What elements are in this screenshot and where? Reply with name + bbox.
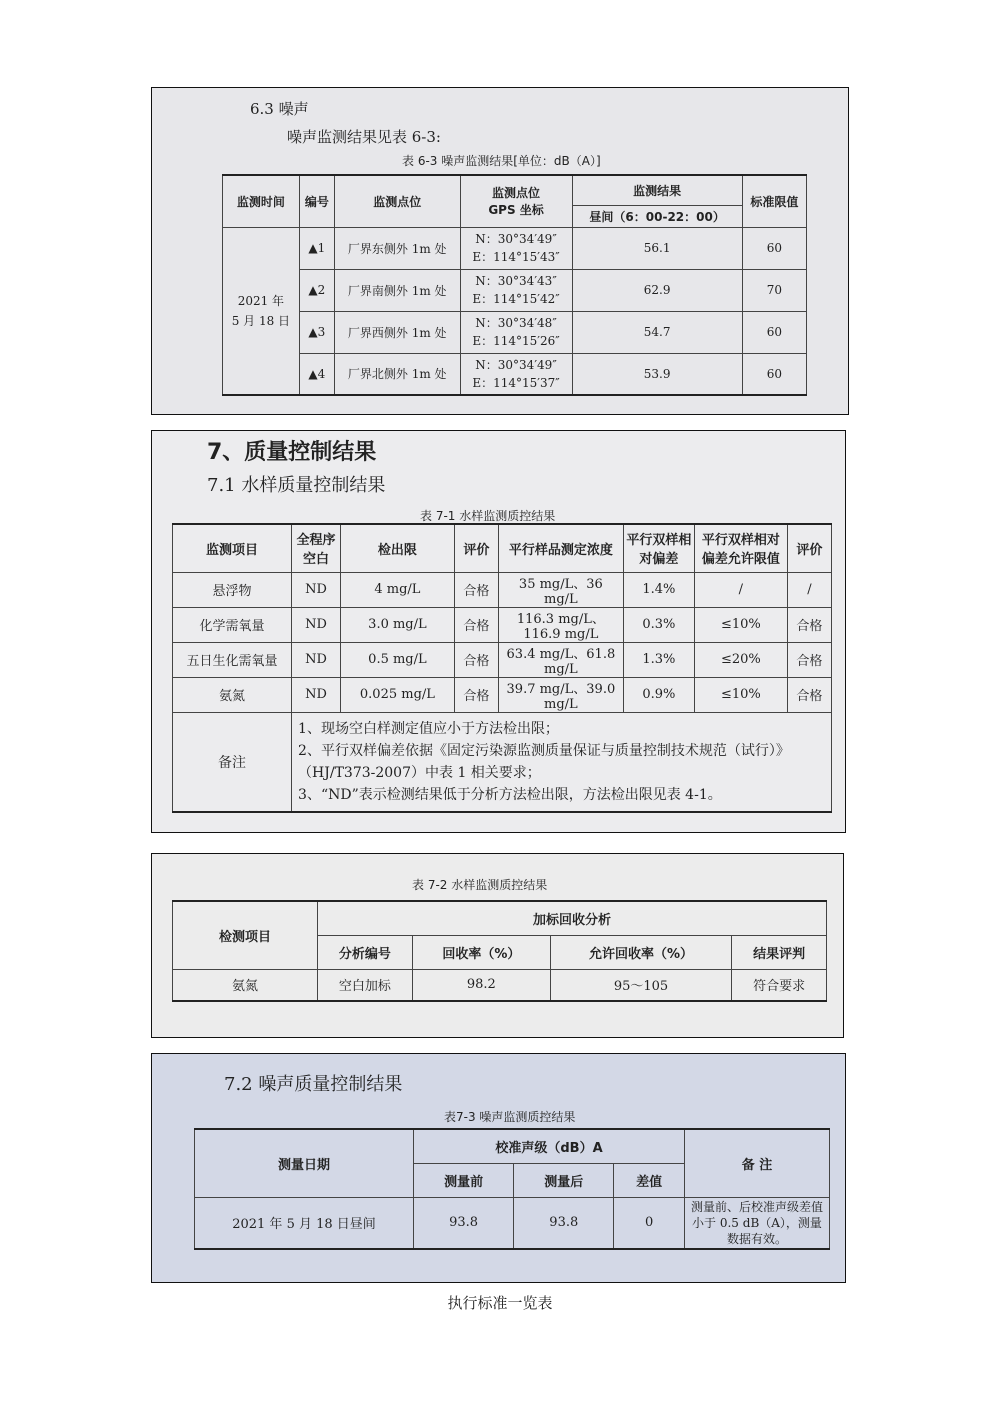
row-eval: 合格 [454, 607, 498, 642]
row-item: 化学需氧量 [173, 607, 292, 642]
col-rate: 回收率（%） [412, 935, 550, 969]
gps-line2: GPS 坐标 [488, 203, 544, 218]
row-limit: 70 [742, 269, 806, 311]
row-blank: ND [292, 677, 341, 712]
row-allow: 95～105 [550, 969, 731, 1001]
row-dev: 1.4% [623, 572, 694, 607]
col-group: 加标回收分析 [318, 901, 827, 935]
row-eval: 合格 [454, 642, 498, 677]
row-value: 62.9 [572, 269, 742, 311]
col-diff: 差值 [614, 1163, 685, 1197]
row-parallel: 63.4 mg/L、61.8 mg/L [498, 642, 623, 677]
row-result: 符合要求 [732, 969, 827, 1001]
row-eval: 合格 [454, 572, 498, 607]
row-blank: ND [292, 607, 341, 642]
section-title: 7、质量控制结果 [207, 440, 377, 465]
row-limit: 60 [742, 353, 806, 395]
col-allow: 平行双样相对偏差允许限值 [694, 524, 787, 572]
col-limit: 标准限值 [742, 175, 806, 227]
row-limit: 3.0 mg/L [341, 607, 455, 642]
noise-table [222, 174, 807, 396]
row-note: 测量前、后校准声级差值小于 0.5 dB（A），测量数据有效。 [685, 1197, 830, 1249]
row-dev: 0.9% [623, 677, 694, 712]
row-rate: 98.2 [412, 969, 550, 1001]
row-item: 氨氮 [173, 677, 292, 712]
col-time: 监测时间 [223, 175, 300, 227]
row-point: 厂界东侧外 1m 处 [334, 227, 460, 269]
note-line: （HJ/T373-2007）中表 1 相关要求； [298, 764, 541, 781]
row-eval2: / [787, 572, 831, 607]
note-line: 2、平行双样偏差依据《固定污染源监测质量保证与质量控制技术规范（试行）》 [298, 742, 790, 759]
row-gps [460, 353, 572, 395]
row-gps [460, 269, 572, 311]
spike-table [172, 900, 827, 1002]
noise-qc-table [194, 1128, 830, 1250]
col-point: 监测点位 [334, 175, 460, 227]
col-parallel: 平行样品测定浓度 [498, 524, 623, 572]
note-cell [292, 712, 832, 812]
row-blank: ND [292, 572, 341, 607]
row-limit: 0.025 mg/L [341, 677, 455, 712]
row-blank: ND [292, 642, 341, 677]
row-before: 93.8 [414, 1197, 514, 1249]
col-result: 监测结果 [572, 175, 742, 205]
row-limit: 60 [742, 311, 806, 353]
row-dev: 1.3% [623, 642, 694, 677]
row-after: 93.8 [514, 1197, 614, 1249]
gps-e: E：114°15′37″ [472, 375, 560, 390]
gps-n: N：30°34′48″ [475, 316, 557, 330]
gps-e: E：114°15′26″ [472, 334, 560, 348]
intro-text: 噪声监测结果见表 6-3: [287, 128, 441, 146]
row-point: 厂界北侧外 1m 处 [334, 353, 460, 395]
row-eval2: 合格 [787, 677, 831, 712]
row-diff: 0 [614, 1197, 685, 1249]
row-allow: / [694, 572, 787, 607]
table-caption: 表7-3 噪声监测质控结果 [444, 1110, 576, 1124]
row-point: 厂界南侧外 1m 处 [334, 269, 460, 311]
row-gps [460, 227, 572, 269]
row-no: ▲2 [299, 269, 334, 311]
col-before: 测量前 [414, 1163, 514, 1197]
col-item: 检测项目 [173, 901, 318, 969]
row-parallel: 116.3 mg/L、116.9 mg/L [498, 607, 623, 642]
gps-n: N：30°34′49″ [475, 232, 557, 246]
row-limit: 0.5 mg/L [341, 642, 455, 677]
spike-recovery-photo [151, 853, 844, 1038]
row-eval: 合格 [454, 677, 498, 712]
row-dev: 0.3% [623, 607, 694, 642]
col-note: 备 注 [685, 1129, 830, 1197]
col-item: 监测项目 [173, 524, 292, 572]
row-eval2: 合格 [787, 607, 831, 642]
col-limit: 检出限 [341, 524, 455, 572]
row-allow: ≤10% [694, 677, 787, 712]
row-no: ▲4 [299, 353, 334, 395]
water-qc-table [172, 523, 832, 813]
row-limit: 60 [742, 227, 806, 269]
gps-n: N：30°34′49″ [475, 357, 557, 372]
row-allow: ≤20% [694, 642, 787, 677]
col-code: 分析编号 [318, 935, 413, 969]
note-label: 备注 [173, 712, 292, 812]
row-value: 53.9 [572, 353, 742, 395]
row-point: 厂界西侧外 1m 处 [334, 311, 460, 353]
note-line: 3、“ND”表示检测结果低于分析方法检出限，方法检出限见表 4-1。 [298, 786, 722, 803]
col-gps [460, 175, 572, 227]
row-code: 空白加标 [318, 969, 413, 1001]
subsection-heading: 7.1 水样质量控制结果 [207, 475, 386, 496]
col-dev: 平行双样相对偏差 [623, 524, 694, 572]
footer-caption: 执行标准一览表 [447, 1294, 553, 1312]
col-after: 测量后 [514, 1163, 614, 1197]
row-item: 五日生化需氧量 [173, 642, 292, 677]
row-value: 56.1 [572, 227, 742, 269]
section-heading: 6.3 噪声 [250, 100, 309, 118]
row-item: 悬浮物 [173, 572, 292, 607]
noise-results-photo [151, 87, 849, 415]
row-value: 54.7 [572, 311, 742, 353]
col-result: 结果评判 [732, 935, 827, 969]
gps-line1: 监测点位 [492, 186, 541, 201]
col-blank: 全程序空白 [292, 524, 341, 572]
row-date: 2021 年 5 月 18 日昼间 [195, 1197, 414, 1249]
col-eval: 评价 [454, 524, 498, 572]
row-item: 氨氮 [173, 969, 318, 1001]
table-caption: 表 7-2 水样监测质控结果 [412, 878, 548, 892]
row-allow: ≤10% [694, 607, 787, 642]
gps-n: N：30°34′43″ [475, 274, 557, 288]
col-no: 编号 [299, 175, 334, 227]
row-limit: 4 mg/L [341, 572, 455, 607]
water-qc-photo [151, 430, 846, 833]
gps-e: E：114°15′42″ [472, 292, 560, 306]
col-allow: 允许回收率（%） [550, 935, 731, 969]
row-eval2: 合格 [787, 642, 831, 677]
row-parallel: 35 mg/L、36 mg/L [498, 572, 623, 607]
date-cell: 2021 年 5 月 18 日 [223, 227, 300, 395]
row-no: ▲3 [299, 311, 334, 353]
col-day: 昼间（6：00-22：00） [572, 205, 742, 227]
row-parallel: 39.7 mg/L、39.0 mg/L [498, 677, 623, 712]
gps-e: E：114°15′43″ [472, 250, 560, 264]
table-caption: 表 6-3 噪声监测结果[单位：dB（A）] [402, 154, 601, 168]
col-group: 校准声级（dB）A [414, 1129, 685, 1163]
col-eval2: 评价 [787, 524, 831, 572]
note-line: 1、现场空白样测定值应小于方法检出限； [298, 720, 559, 737]
row-no: ▲1 [299, 227, 334, 269]
subsection-heading: 7.2 噪声质量控制结果 [224, 1074, 403, 1095]
table-caption: 表 7-1 水样监测质控结果 [420, 509, 556, 523]
row-gps [460, 311, 572, 353]
col-date: 测量日期 [195, 1129, 414, 1197]
noise-qc-photo [151, 1053, 846, 1283]
